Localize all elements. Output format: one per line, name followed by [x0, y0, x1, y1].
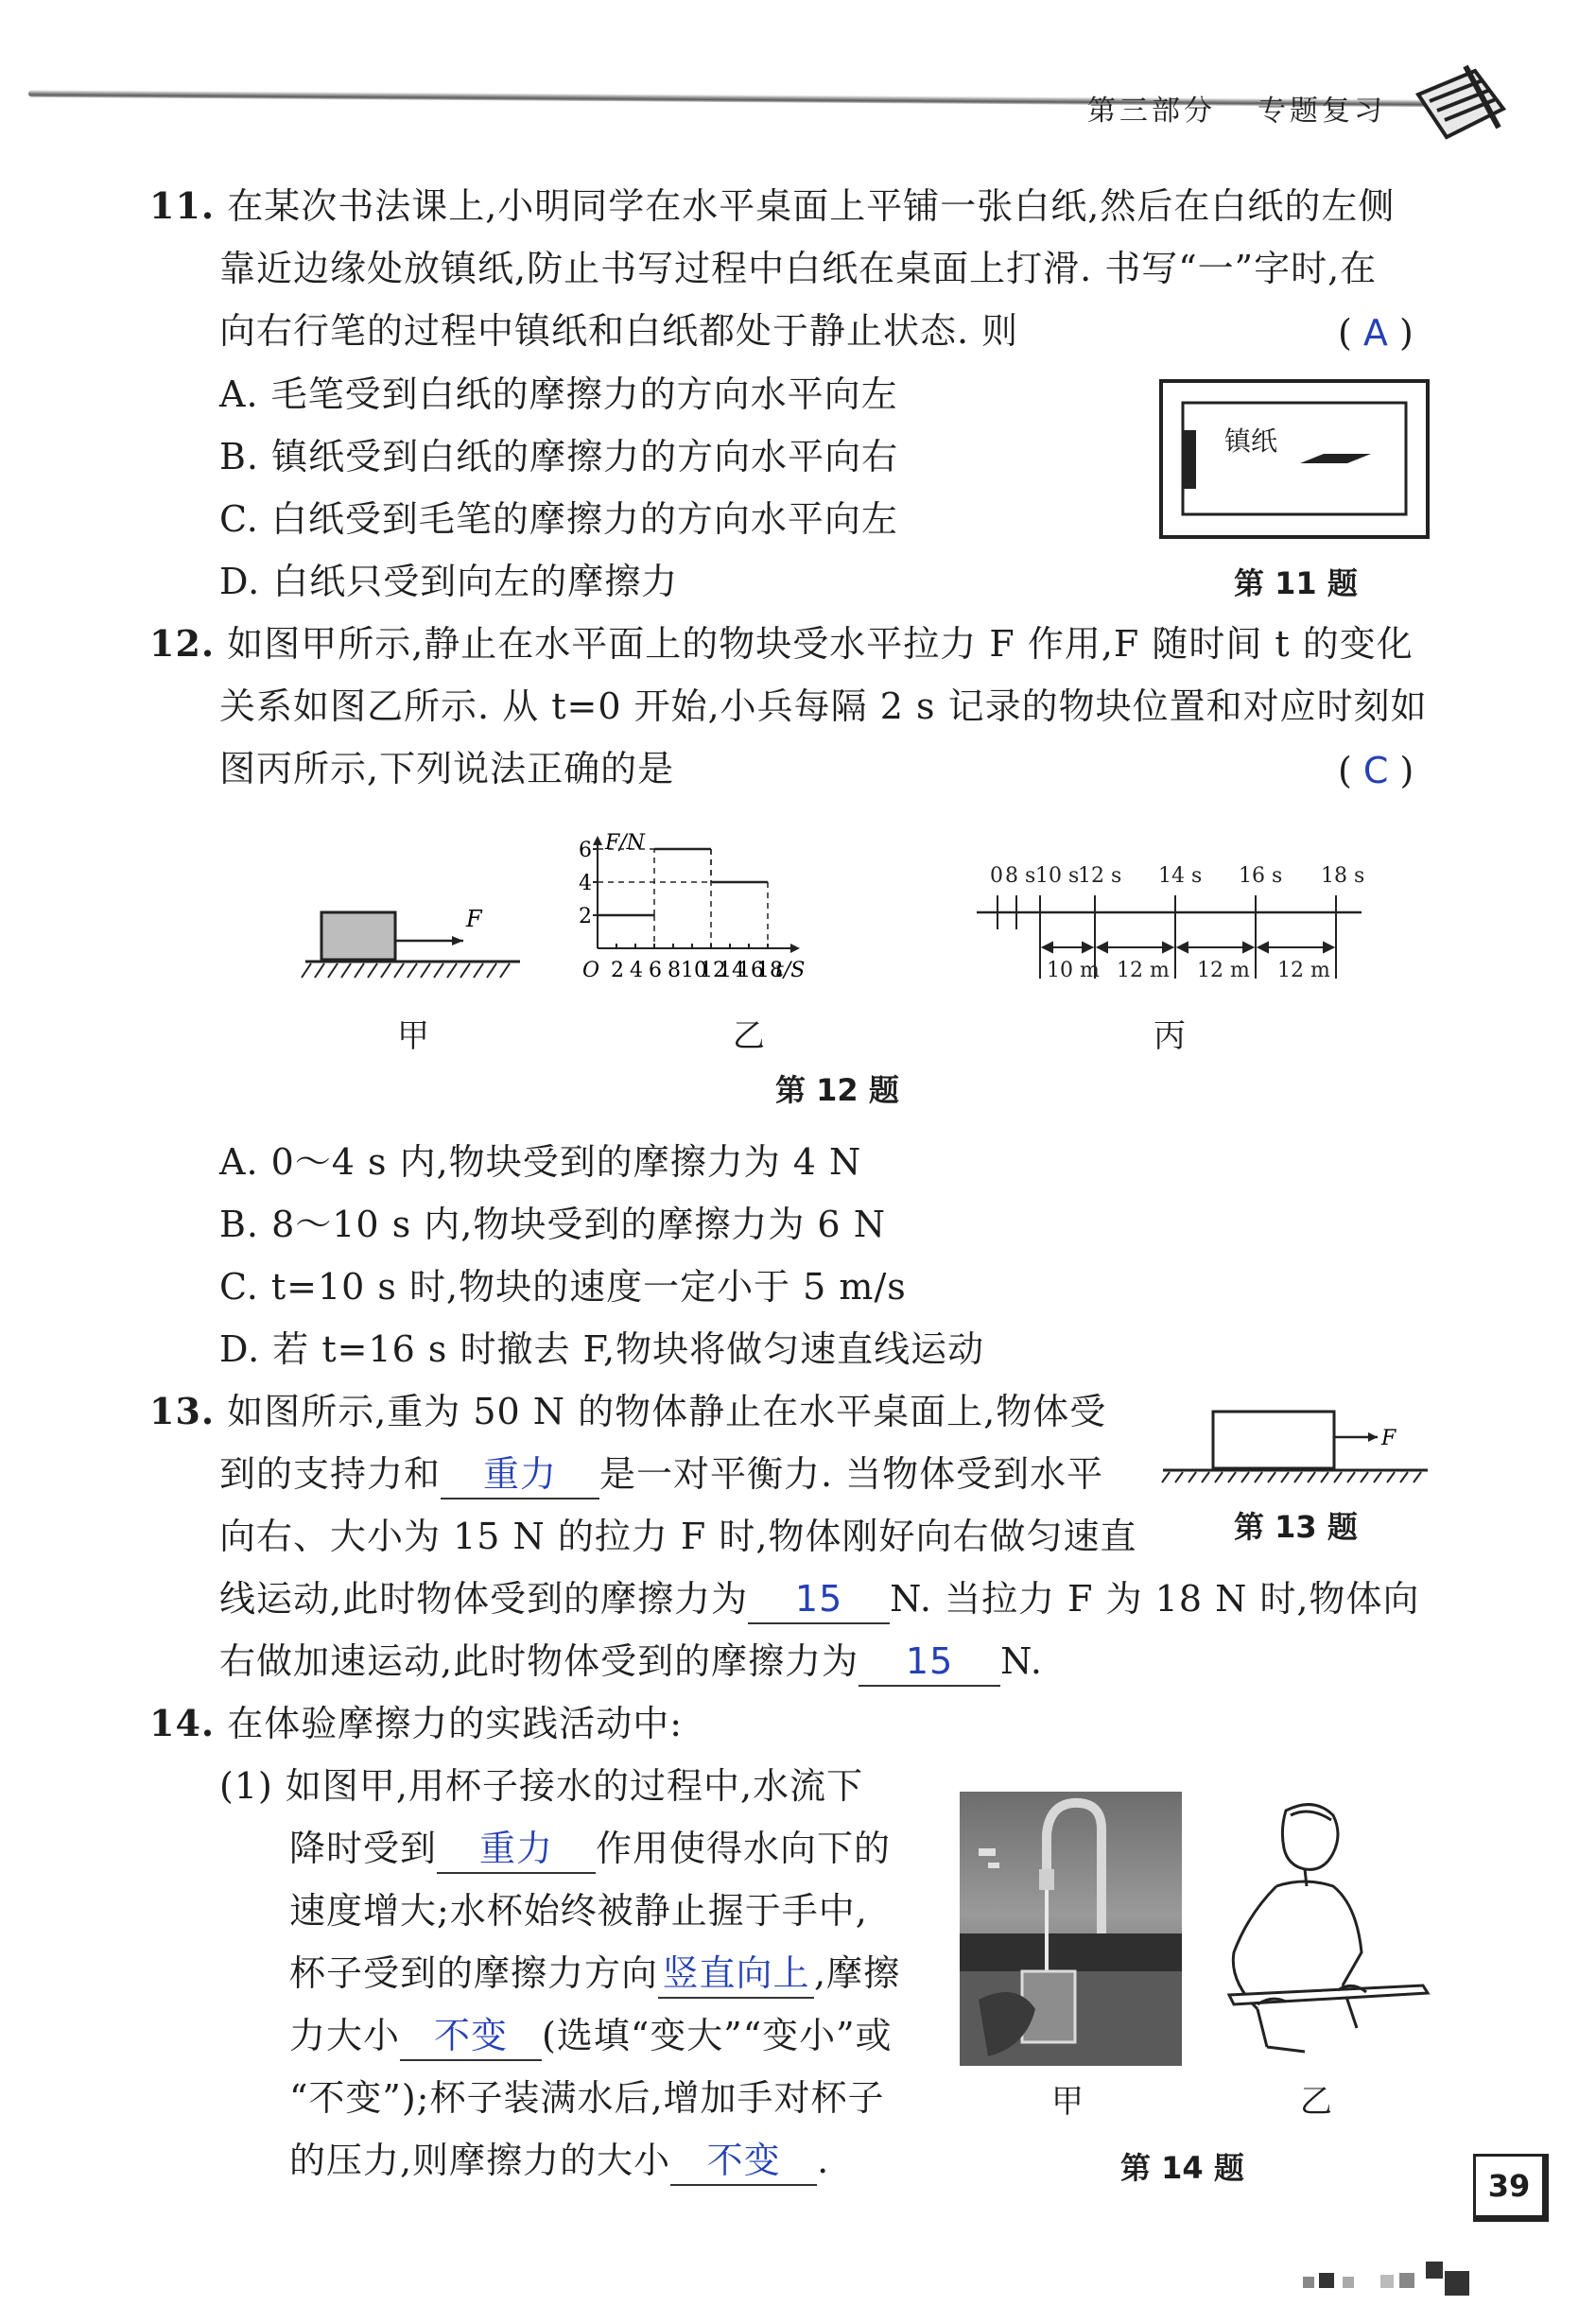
q14-l5-post: (选填“变大”“变小”或 [542, 2015, 893, 2056]
q14-line-5 [289, 2004, 893, 2067]
person-body [1276, 1881, 1362, 1985]
q14-drawing-person [1201, 1792, 1437, 2066]
q13-text-1: 如图所示,重为 50 N 的物体静止在水平桌面上,物体受 [227, 1391, 1107, 1432]
q13-text-5-pre: 右做加速运动,此时物体受到的摩擦力为 [219, 1640, 859, 1682]
distance-label-3: 12 m [1197, 959, 1250, 982]
q11-caption: 第 11 题 [1234, 565, 1358, 601]
q14-fig-label-yi: 乙 [1300, 2083, 1332, 2121]
q14-line-4 [289, 1942, 900, 2004]
timeline-label-16: 16 s [1239, 864, 1283, 888]
decor-square-5 [1399, 2273, 1414, 2288]
q13-blank-1[interactable]: 重力 [441, 1450, 599, 1500]
header-topic: 专题复习 [1258, 95, 1386, 128]
q14-sub1-text: (1) 如图甲,用杯子接水的过程中,水流下 [219, 1765, 864, 1807]
q11-text-1: 在某次书法课上,小明同学在水平桌面上平铺一张白纸,然后在白纸的左侧 [227, 185, 1396, 227]
distance-label-2: 12 m [1117, 959, 1170, 982]
chart-x-tick-label-8: 8 [668, 959, 681, 981]
chart-x-tick-label-18: 18 [756, 959, 783, 981]
q14-blank-4[interactable]: 不变 [670, 2137, 817, 2186]
chart-y-tick-label-6: 6 [579, 839, 592, 862]
decor-square-1 [1303, 2277, 1314, 2288]
chart-x-tick-label-14: 14 [719, 959, 745, 981]
chart-y-tick-label-2: 2 [579, 905, 592, 928]
chart-x-tick-label-10: 10 [681, 959, 707, 981]
q12-fig-label-yi: 乙 [733, 1017, 765, 1055]
q13-text-4-post: N. 当拉力 F 为 18 N 时,物体向 [890, 1578, 1420, 1620]
q14-caption: 第 14 题 [1120, 2150, 1244, 2186]
timeline-label-18: 18 s [1321, 864, 1365, 888]
q11-figure [1158, 378, 1432, 544]
header-section: 第三部分 [1087, 95, 1216, 128]
q11-text-3: 向右行笔的过程中镇纸和白纸都处于静止状态. 则 [219, 310, 1019, 352]
q11-figure-label: 镇纸 [1224, 425, 1278, 457]
q14-blank-1[interactable]: 重力 [437, 1825, 596, 1874]
q12-timeline-figure [969, 856, 1366, 983]
decor-square-3 [1343, 2277, 1354, 2288]
chart-x-tick-label-4: 4 [630, 959, 643, 981]
q14-line-7 [289, 2129, 829, 2192]
distance-label-4: 12 m [1277, 959, 1330, 982]
q12-number: 12. [149, 622, 216, 665]
q11-line-1 [149, 175, 1395, 237]
decor-square-2 [1319, 2273, 1334, 2288]
timeline-label-0: 0 [990, 864, 1003, 888]
q14-line-2 [289, 1817, 891, 1880]
q14-l4-pre: 杯子受到的摩擦力方向 [289, 1952, 659, 1994]
chart-x-label: t/S [775, 959, 806, 981]
q13-line-2 [219, 1443, 1103, 1505]
q11-option-b: B. 镇纸受到白纸的摩擦力的方向水平向右 [219, 436, 899, 477]
page-number: 39 [1473, 2154, 1549, 2222]
board-shape [1229, 1985, 1428, 2004]
timeline-label-12: 12 s [1078, 864, 1122, 888]
q12-figure-jia [298, 889, 529, 988]
q13-text-2-post: 是一对平衡力. 当物体受到水平 [599, 1453, 1104, 1495]
q13-text-4-pre: 线运动,此时物体受到的摩擦力为 [219, 1578, 749, 1620]
q14-l2-post: 作用使得水向下的 [596, 1828, 892, 1869]
q12-text-3: 图丙所示,下列说法正确的是 [219, 748, 675, 789]
q12-text-1: 如图甲所示,静止在水平面上的物块受水平拉力 F 作用,F 随时间 t 的变化 [227, 623, 1414, 665]
q11-answer-paren: ( A ) [1338, 312, 1414, 354]
q14-l7-pre: 的压力,则摩擦力的大小 [289, 2140, 671, 2181]
decor-square-7 [1445, 2271, 1469, 2296]
q11-option-a: A. 毛笔受到白纸的摩擦力的方向水平向左 [219, 373, 898, 415]
q12-option-d: D. 若 t=16 s 时撤去 F,物块将做匀速直线运动 [219, 1328, 985, 1370]
q14-photo-faucet [960, 1792, 1182, 2066]
q13-figure [1158, 1409, 1432, 1484]
q12-force-label: F [466, 906, 482, 932]
chart-y-tick-label-4: 4 [579, 872, 592, 895]
q13-block-shape [1213, 1412, 1334, 1468]
q14-l7-post: . [817, 2140, 830, 2181]
chart-y-arrow [593, 836, 602, 845]
q12-line-1 [149, 613, 1414, 675]
q12-option-b: B. 8～10 s 内,物块受到的摩擦力为 6 N [219, 1204, 886, 1245]
paperweight-shape [1183, 430, 1196, 489]
chart-y-label: F/N [605, 831, 645, 855]
timeline-label-14: 14 s [1158, 864, 1203, 888]
q14-l3: 速度增大;水杯始终被静止握于手中, [289, 1890, 868, 1932]
decor-square-6 [1426, 2262, 1443, 2279]
q12-caption: 第 12 题 [775, 1072, 899, 1108]
decor-square-4 [1380, 2275, 1394, 2288]
block-shape [321, 912, 395, 960]
q12-option-c: C. t=10 s 时,物块的速度一定小于 5 m/s [219, 1266, 907, 1308]
q11-answer: A [1362, 312, 1388, 354]
q12-answer-paren: ( C ) [1338, 750, 1414, 791]
q14-fig-label-jia: 甲 [1051, 2083, 1084, 2121]
chart-x-tick-label-16: 16 [737, 959, 764, 981]
q14-l5-pre: 力大小 [289, 2015, 401, 2056]
q14-blank-2[interactable]: 竖直向上 [658, 1950, 814, 1999]
q13-number: 13. [149, 1390, 216, 1432]
q12-answer: C [1362, 750, 1389, 791]
chart-x-tick-label-O: O [582, 959, 600, 981]
q14-l6: “不变”);杯子装满水后,增加手对杯子 [289, 2077, 885, 2119]
q13-line-4 [219, 1568, 1420, 1630]
q13-force-label: F [1381, 1427, 1396, 1450]
q11-number: 11. [149, 184, 216, 227]
chart-x-tick-label-12: 12 [700, 959, 726, 981]
q13-line-5 [219, 1630, 1043, 1692]
header-rule [28, 90, 1428, 107]
q11-text-2: 靠近边缘处放镇纸,防止书写过程中白纸在桌面上打滑. 书写“一”字时,在 [219, 248, 1378, 289]
q14-line-1 [149, 1692, 683, 1755]
q11-option-d: D. 白纸只受到向左的摩擦力 [219, 561, 679, 602]
q13-text-5-post: N. [1000, 1640, 1043, 1682]
q12-option-a: A. 0～4 s 内,物块受到的摩擦力为 4 N [219, 1141, 862, 1183]
q12-force-time-chart [567, 830, 927, 981]
q13-blank-2[interactable]: 15 [748, 1575, 890, 1624]
q14-intro: 在体验摩擦力的实践活动中: [227, 1703, 684, 1744]
q13-text-3: 向右、大小为 15 N 的拉力 F 时,物体刚好向右做匀速直 [219, 1516, 1137, 1557]
timeline-label-8: 8 s [1005, 864, 1036, 888]
q12-fig-label-jia: 甲 [397, 1017, 429, 1055]
q12-text-2: 关系如图乙所示. 从 t=0 开始,小兵每隔 2 s 记录的物块位置和对应时刻如 [219, 685, 1428, 727]
q14-l2-pre: 降时受到 [289, 1828, 438, 1869]
q12-fig-label-bing: 丙 [1154, 1017, 1186, 1055]
notebook-pen-icon [1409, 52, 1513, 147]
distance-label-1: 10 m [1047, 959, 1100, 982]
q13-line-1 [149, 1380, 1106, 1443]
timeline-label-10: 10 s [1035, 864, 1080, 888]
chart-x-arrow [790, 944, 800, 953]
q14-number: 14. [149, 1702, 216, 1744]
chart-x-tick-label-2: 2 [611, 959, 624, 981]
q14-l4-post: ,摩擦 [814, 1952, 901, 1994]
q14-blank-3[interactable]: 不变 [400, 2012, 542, 2061]
q13-text-2-pre: 到的支持力和 [219, 1453, 442, 1495]
q13-caption: 第 13 题 [1234, 1509, 1358, 1545]
q13-blank-3[interactable]: 15 [859, 1638, 1000, 1687]
chart-x-tick-label-6: 6 [649, 959, 662, 981]
q11-option-c: C. 白纸受到毛笔的摩擦力的方向水平向左 [219, 498, 898, 540]
